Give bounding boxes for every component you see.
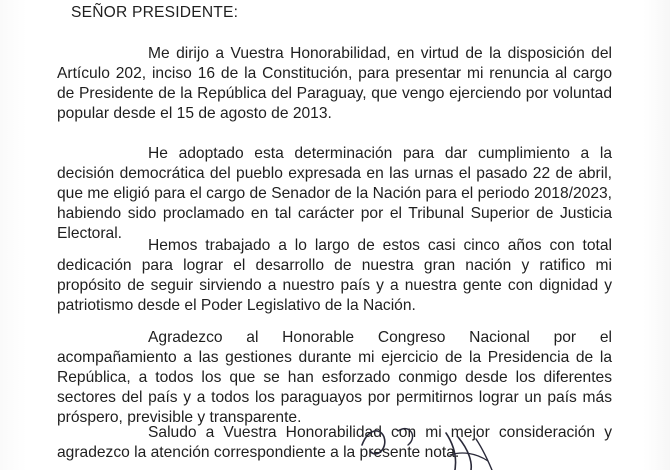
- letter-paragraph: [57, 236, 612, 316]
- paragraph-text: Saludo a Vuestra Honorabilidad con mi mejor consideración y agradezco la atención correspondiente a la presente nota.: [57, 424, 612, 461]
- paragraph-text: Me dirijo a Vuestra Honorabilidad, en virtud de la disposición del Artículo 202, inciso 16 de la Constitución, para presentar mi renuncia al cargo de Presidente de la República del Paraguay, que vengo ejerciendo por voluntad popular desde el 15 de agosto de 2013.: [57, 45, 612, 122]
- paragraph-text: Hemos trabajado a lo largo de estos casi cinco años con total dedicación para lograr el desarrollo de nuestra gran nación y ratifico mi propósito de seguir sirviendo a nuestro país y a nuestra gente con dignidad y patriotismo desde el Poder Legislativo de la Nación.: [57, 237, 612, 314]
- letter-salutation: SEÑOR PRESIDENTE:: [71, 4, 239, 21]
- letter-paragraph: [57, 44, 612, 124]
- letter-paragraph: [57, 423, 612, 463]
- letter-paragraph: [57, 328, 612, 428]
- letter-paragraph: [57, 144, 612, 244]
- paragraph-text: Agradezco al Honorable Congreso Nacional por el acompañamiento a las gestiones durante mi ejercicio de la Presidencia de la República, a todos los que se han esforzado conmigo desde los diferentes sectores del país y a todos los paraguayos por permitirnos lograr un país más próspero, previsible y transparente.: [57, 329, 612, 426]
- handwritten-signature: [358, 415, 518, 470]
- paragraph-text: He adoptado esta determinación para dar cumplimiento a la decisión democrática del pueblo expresada en las urnas el pasado 22 de abril, que me eligió para el cargo de Senador de la Nación para el periodo 2018/2023, habiendo sido proclamado en tal carácter por el Tribunal Superior de Justicia Electoral.: [57, 145, 612, 242]
